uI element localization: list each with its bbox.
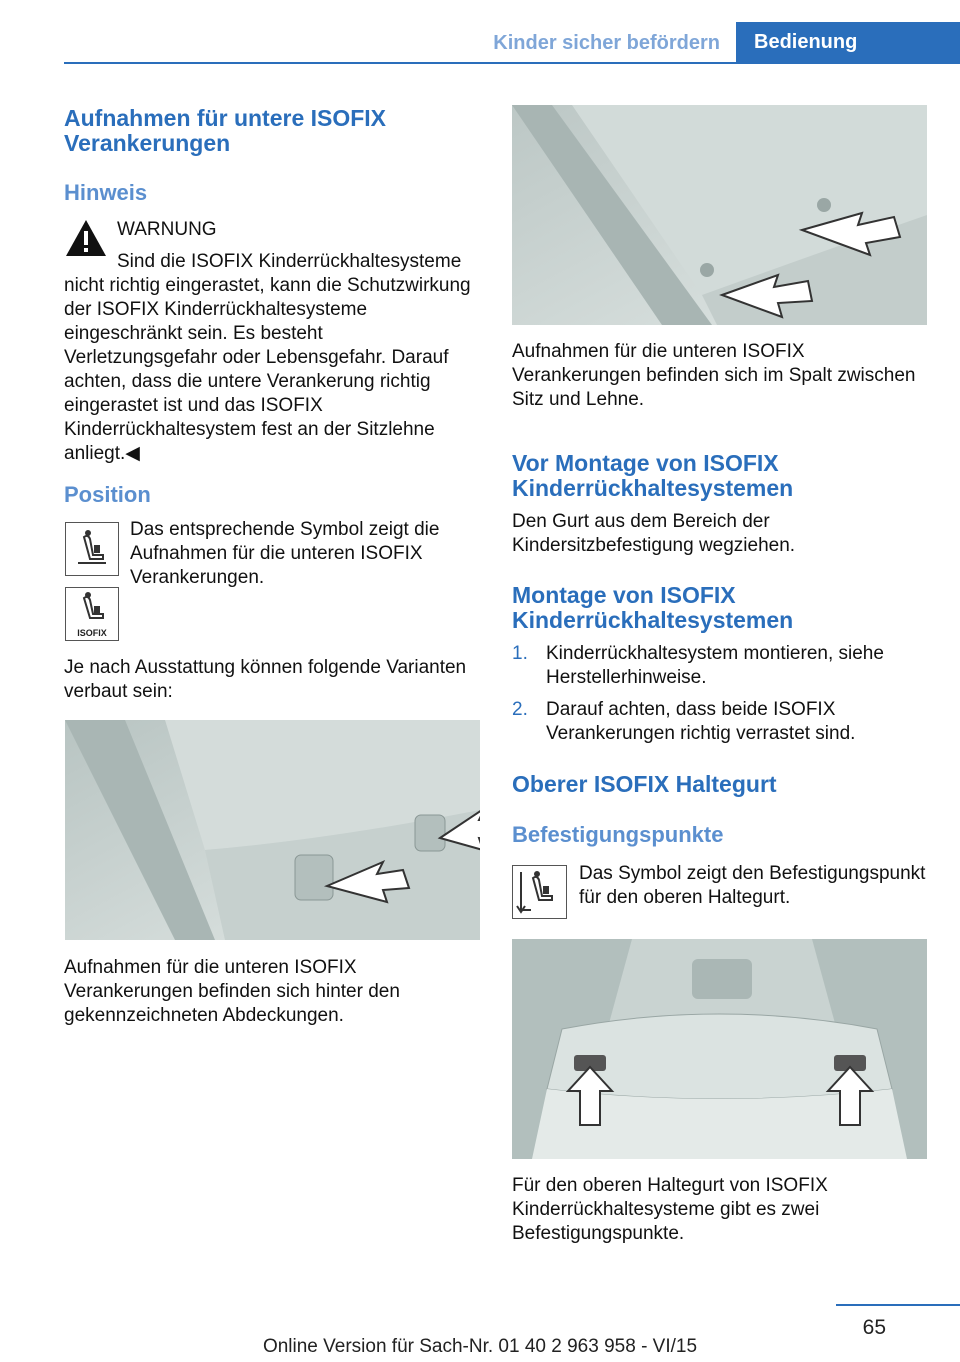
heading-befestigungspunkte: Befestigungspunkte (512, 822, 724, 847)
heading-montage: Montage von ISOFIX Kinderrückhaltesystemen (512, 582, 794, 633)
photo-top-tether-points (512, 939, 927, 1159)
warning-text: Sind die ISOFIX Kinderrückhaltesysteme nicht richtig eingerastet, kann die Schutzwirkung der ISOFIX Kinderrückhaltesysteme eingeschränkt sein. Es besteht Verletzungsgefahr oder Lebensgefahr. Darauf achten, dass die untere Verankerung richtig eingerastet ist und das ISOFIX Kinderrückhaltesystem fest an der Sitzlehne anliegt.◀ (64, 251, 471, 464)
page-number: 65 (862, 1316, 886, 1339)
list-item (512, 698, 930, 746)
step-number: 1. (512, 643, 528, 664)
caption-photo-2: Aufnahmen für die unteren ISOFIX Verankerungen befinden sich im Spalt zwischen Sitz und Lehne. (512, 341, 916, 410)
step-text: Kinderrückhaltesystem montieren, siehe Herstellerhinweise. (546, 643, 884, 688)
footer-rule (836, 1304, 960, 1306)
isofix-icon-label: ISOFIX (77, 628, 107, 638)
isofix-seat-icon (65, 522, 119, 576)
list-item (512, 642, 930, 690)
heading-oberer-haltegurt: Oberer ISOFIX Haltegurt (512, 771, 777, 797)
vor-montage-text: Den Gurt aus dem Bereich der Kindersitzbefestigung wegziehen. (512, 511, 796, 556)
caption-photo-3: Für den oberen Haltegurt von ISOFIX Kinderrückhaltesysteme gibt es zwei Befestigungspunkte. (512, 1175, 828, 1244)
header-rule (64, 62, 960, 64)
photo-isofix-gap (512, 105, 927, 325)
isofix-label-icon (65, 587, 119, 641)
step-text: Darauf achten, dass beide ISOFIX Verankerungen richtig verrastet sind. (546, 699, 856, 744)
step-number: 2. (512, 699, 528, 720)
heading-isofix-lower: Aufnahmen für untere ISOFIX Verankerungen (64, 105, 387, 156)
montage-steps (512, 642, 930, 754)
befestigung-text: Das Symbol zeigt den Befestigungspunkt für den oberen Haltegurt. (579, 863, 926, 908)
header-chapter-tab[interactable]: Bedienung (736, 22, 960, 64)
heading-vor-montage: Vor Montage von ISOFIX Kinderrückhaltesystemen (512, 450, 794, 501)
position-text: Das entsprechende Symbol zeigt die Aufnahmen für die unteren ISOFIX Verankerungen. (130, 519, 440, 588)
header-section-title: Kinder sicher befördern (493, 32, 720, 54)
heading-position: Position (64, 482, 151, 507)
photo-isofix-covers (65, 720, 480, 940)
footer-version-text: Online Version für Sach-Nr. 01 40 2 963 958 - VI/15 (262, 1336, 698, 1357)
variants-text: Je nach Ausstattung können folgende Varianten verbaut sein: (64, 657, 467, 702)
warning-label: WARNUNG (117, 219, 217, 240)
heading-hinweis: Hinweis (64, 180, 148, 205)
caption-photo-1: Aufnahmen für die unteren ISOFIX Verankerungen befinden sich hinter den gekennzeichneten Abdeckungen. (64, 957, 400, 1026)
top-tether-icon (512, 865, 567, 919)
